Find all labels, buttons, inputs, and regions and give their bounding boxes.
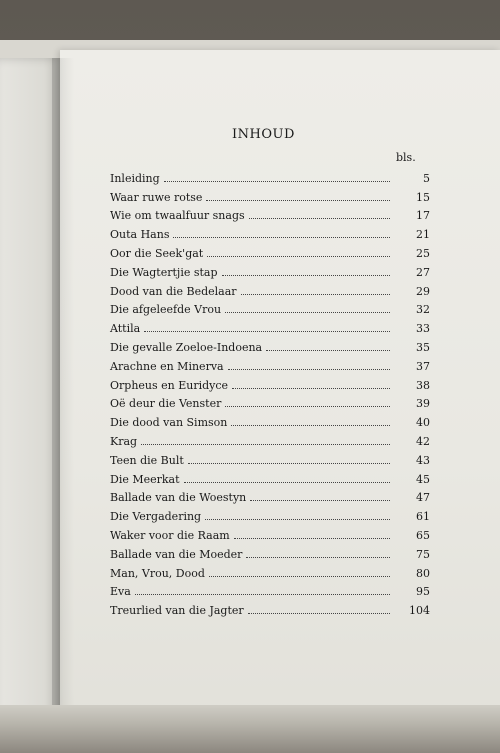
dot-leader [241, 294, 390, 295]
entry-page: 38 [416, 378, 430, 392]
entry-title: Oor die Seek'gat [110, 246, 204, 260]
entry-title: Teen die Bult [110, 453, 184, 467]
entry-page: 75 [416, 547, 430, 561]
contents-list [110, 166, 430, 617]
entry-title: Outa Hans [110, 228, 170, 242]
dot-leader [225, 406, 390, 407]
entry-page: 80 [416, 566, 430, 580]
dot-leader [222, 275, 390, 276]
entry-page: 17 [416, 209, 430, 223]
entry-title: Krag [110, 434, 138, 448]
dot-leader [141, 444, 390, 445]
entry-title: Man, Vrou, Dood [110, 566, 205, 580]
dot-leader [246, 557, 390, 558]
contents-entry [110, 448, 430, 467]
dot-leader [228, 369, 390, 370]
entry-title: Die Meerkat [110, 472, 180, 486]
entry-page: 42 [416, 434, 430, 448]
contents-entry [110, 222, 430, 241]
entry-page: 104 [409, 604, 430, 618]
entry-title: Ballade van die Woestyn [110, 491, 247, 505]
entry-title: Die Vergadering [110, 510, 202, 524]
dot-leader [266, 350, 390, 351]
contents-entry [110, 354, 430, 373]
entry-title: Oë deur die Venster [110, 397, 222, 411]
dot-leader [232, 388, 390, 389]
entry-page: 15 [416, 190, 430, 204]
dot-leader [248, 613, 390, 614]
contents-entry [110, 260, 430, 279]
entry-title: Dood van die Bedelaar [110, 284, 237, 298]
contents-entry [110, 542, 430, 561]
page-column-label: bls. [396, 151, 416, 164]
entry-page: 5 [423, 171, 430, 185]
contents-entry [110, 467, 430, 486]
dot-leader [234, 538, 390, 539]
dot-leader [173, 237, 390, 238]
entry-title: Die dood van Simson [110, 416, 228, 430]
contents-entry [110, 298, 430, 317]
entry-title: Waker voor die Raam [110, 528, 230, 542]
entry-page: 21 [416, 228, 430, 242]
contents-entry [110, 241, 430, 260]
entry-title: Treurlied van die Jagter [110, 604, 244, 618]
contents-entry [110, 373, 430, 392]
dot-leader [135, 594, 390, 595]
entry-page: 33 [416, 322, 430, 336]
entry-page: 29 [416, 284, 430, 298]
entry-page: 27 [416, 265, 430, 279]
entry-page: 95 [416, 585, 430, 599]
entry-title: Wie om twaalfuur snags [110, 209, 245, 223]
contents-entry [110, 279, 430, 298]
contents-entry [110, 429, 430, 448]
dot-leader [231, 425, 390, 426]
entry-title: Die Wagtertjie stap [110, 265, 218, 279]
dot-leader [184, 482, 390, 483]
dot-leader [188, 463, 390, 464]
entry-title: Orpheus en Euridyce [110, 378, 229, 392]
dot-leader [250, 500, 390, 501]
entry-title: Die gevalle Zoeloe-Indoena [110, 340, 263, 354]
entry-title: Inleiding [110, 171, 160, 185]
entry-page: 47 [416, 491, 430, 505]
contents-entry [110, 598, 430, 617]
entry-page: 45 [416, 472, 430, 486]
contents-entry [110, 523, 430, 542]
page-edge [0, 705, 500, 753]
entry-title: Arachne en Minerva [110, 359, 224, 373]
entry-page: 39 [416, 397, 430, 411]
contents-entry [110, 185, 430, 204]
entry-page: 40 [416, 416, 430, 430]
entry-title: Die afgeleefde Vrou [110, 303, 222, 317]
entry-page: 25 [416, 246, 430, 260]
dot-leader [209, 576, 390, 577]
contents-entry [110, 166, 430, 185]
contents-entry [110, 580, 430, 599]
contents-heading: INHOUD [232, 127, 295, 142]
dot-leader [205, 519, 390, 520]
entry-title: Ballade van die Moeder [110, 547, 243, 561]
entry-page: 35 [416, 340, 430, 354]
entry-page: 37 [416, 359, 430, 373]
entry-page: 32 [416, 303, 430, 317]
contents-entry [110, 486, 430, 505]
contents-entry [110, 316, 430, 335]
contents-entry [110, 410, 430, 429]
dot-leader [206, 200, 390, 201]
entry-title: Eva [110, 585, 131, 599]
book-spine-shadow [52, 58, 74, 738]
entry-page: 65 [416, 528, 430, 542]
entry-page: 43 [416, 453, 430, 467]
dot-leader [207, 256, 390, 257]
contents-entry [110, 204, 430, 223]
contents-entry [110, 335, 430, 354]
dot-leader [144, 331, 390, 332]
contents-entry [110, 561, 430, 580]
dot-leader [164, 181, 390, 182]
entry-page: 61 [416, 510, 430, 524]
contents-entry [110, 392, 430, 411]
entry-title: Attila [110, 322, 141, 336]
dot-leader [249, 218, 390, 219]
entry-title: Waar ruwe rotse [110, 190, 203, 204]
contents-entry [110, 504, 430, 523]
dot-leader [225, 312, 390, 313]
